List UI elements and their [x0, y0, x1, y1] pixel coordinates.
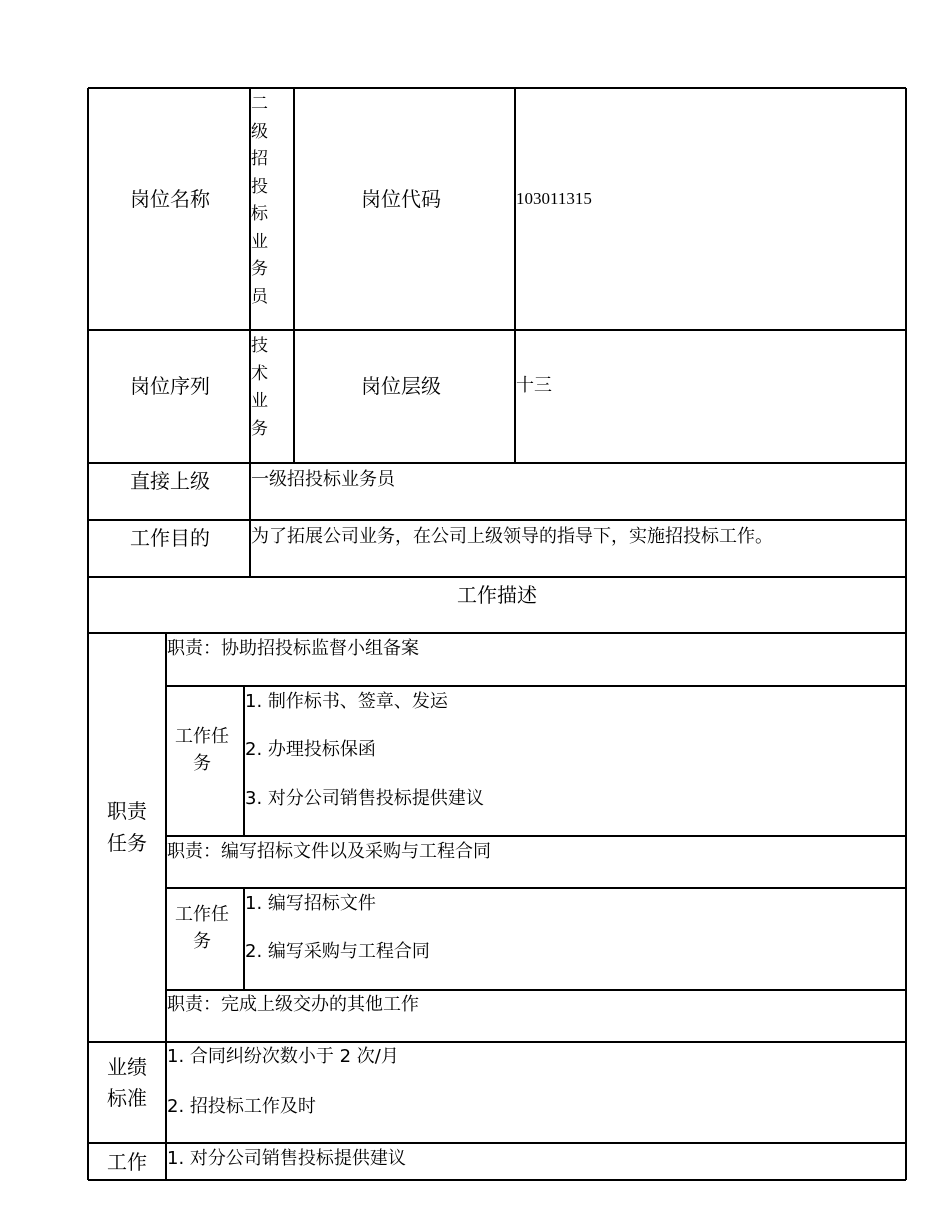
task-label-line1: 工作任: [175, 726, 229, 747]
task-item: 2. 编写采购与工程合同: [245, 941, 430, 962]
duties-label-line1: 职责: [107, 799, 147, 823]
supervisor-label: 直接上级: [130, 469, 210, 493]
purpose-label: 工作目的: [130, 526, 210, 550]
task-label-line2: 务: [193, 753, 211, 774]
performance-item: 1. 合同纠纷次数小于 2 次/月: [167, 1046, 399, 1067]
duty-title: 职责：编写招标文件以及采购与工程合同: [167, 841, 491, 862]
position-sequence-label: 岗位序列: [130, 374, 210, 398]
position-name-value: 二 级 招 投 标 业 务 员: [251, 94, 268, 307]
performance-item: 2. 招投标工作及时: [167, 1096, 316, 1117]
position-level-value: 十三: [516, 375, 552, 396]
task-item: 2. 办理投标保函: [245, 739, 376, 760]
duty-title: 职责：协助招投标监督小组备案: [167, 638, 419, 659]
task-item: 3. 对分公司销售投标提供建议: [245, 788, 484, 809]
position-level-label: 岗位层级: [361, 374, 441, 398]
duty-title: 职责：完成上级交办的其他工作: [167, 994, 419, 1015]
task-item: 1. 编写招标文件: [245, 893, 376, 914]
position-code-value: 103011315: [516, 189, 592, 208]
position-code-label: 岗位代码: [361, 187, 441, 211]
task-label-line2: 务: [193, 931, 211, 952]
description-title: 工作描述: [457, 583, 537, 607]
duties-label-line2: 任务: [107, 831, 147, 855]
work-label: 工作: [107, 1150, 147, 1174]
purpose-value: 为了拓展公司业务，在公司上级领导的指导下，实施招投标工作。: [251, 526, 773, 547]
task-label-line1: 工作任: [175, 904, 229, 925]
work-item: 1. 对分公司销售投标提供建议: [167, 1148, 406, 1169]
position-sequence-value: 技 术 业 务: [251, 336, 268, 439]
position-name-label: 岗位名称: [130, 187, 210, 211]
task-item: 1. 制作标书、签章、发运: [245, 691, 448, 712]
performance-label-line2: 标准: [107, 1086, 147, 1110]
supervisor-value: 一级招投标业务员: [251, 469, 395, 490]
performance-label-line1: 业绩: [107, 1055, 147, 1079]
